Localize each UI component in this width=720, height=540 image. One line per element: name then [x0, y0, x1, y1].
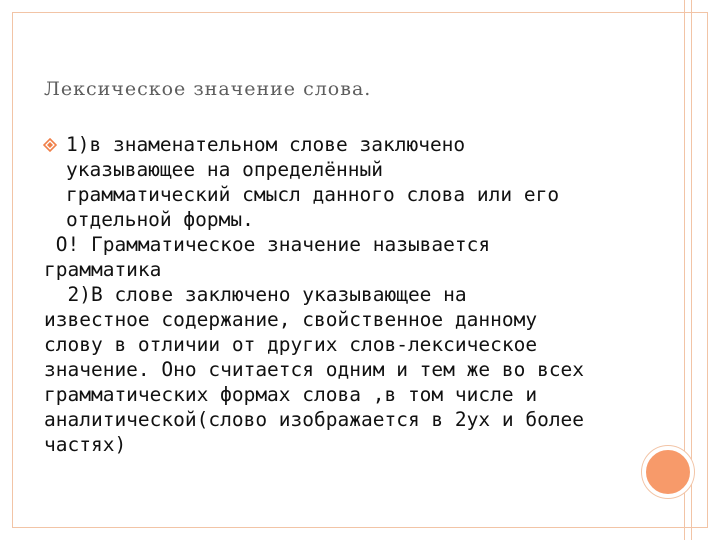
- paragraph-line: 2)В слове заключено указывающее на: [44, 283, 467, 306]
- paragraph-line: аналитической(слово изображается в 2ух и более: [44, 408, 585, 431]
- paragraph-line: частях): [44, 433, 127, 456]
- paragraph-line: грамматика: [44, 258, 162, 281]
- bullet-diamond-icon: [43, 138, 57, 152]
- paragraph-line: О! Грамматическое значение называется: [44, 233, 491, 256]
- slide-title: [44, 78, 604, 100]
- decorative-circle-icon: [642, 446, 694, 498]
- slide-body: [44, 132, 644, 457]
- bullet-line: указывающее на определённый: [66, 158, 383, 181]
- paragraph-line: слову в отличии от других слов-лексическое: [44, 333, 538, 356]
- decorative-rule: [691, 0, 692, 540]
- bullet-line: грамматический смысл данного слова или его: [66, 183, 560, 206]
- paragraph-line: известное содержание, свойственное данному: [44, 308, 538, 331]
- paragraph-line: грамматических формах слова ,в том числе и: [44, 383, 538, 406]
- slide-title-text: Лексическое значение слова.: [44, 78, 372, 100]
- bullet-line: 1)в знаменательном слове заключено: [66, 133, 466, 156]
- bullet-item: [44, 132, 644, 232]
- paragraph-line: значение. Оно считается одним и тем же во всех: [44, 358, 585, 381]
- bullet-line: отдельной формы.: [66, 208, 254, 231]
